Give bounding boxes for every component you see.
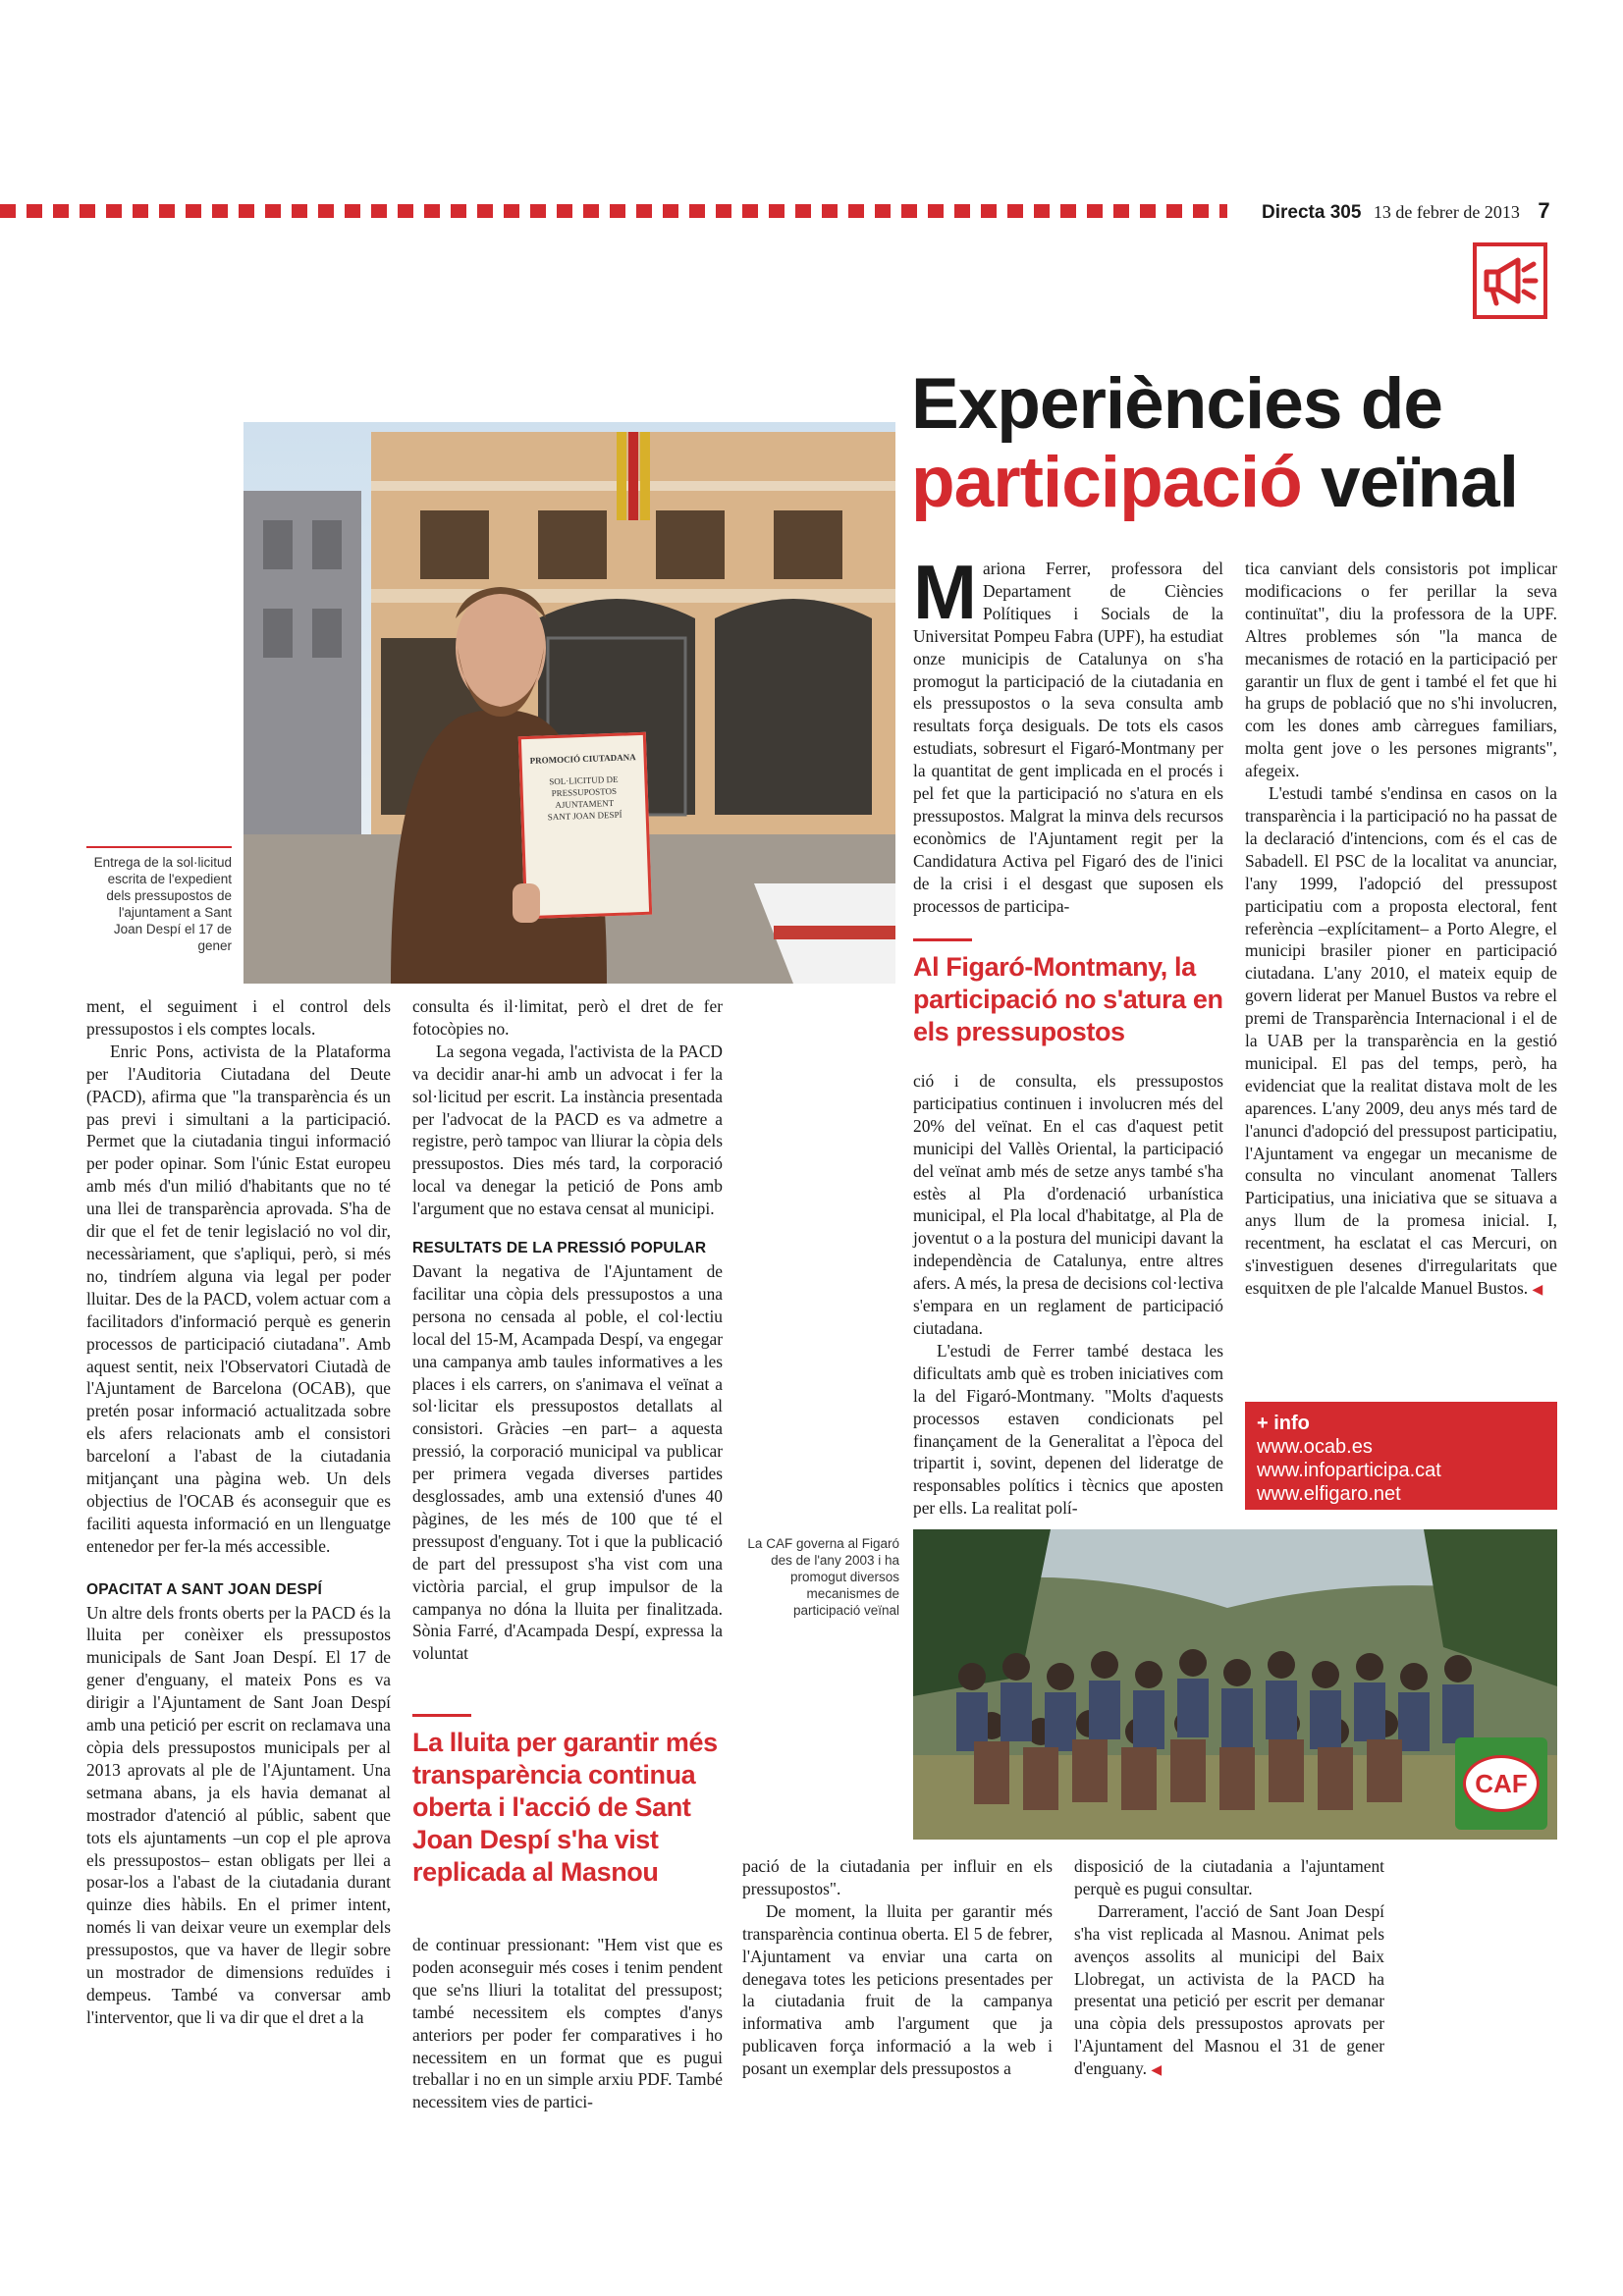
caption-rule — [86, 846, 232, 848]
pull-rule — [412, 1714, 471, 1717]
col2-subhead: RESULTATS DE LA PRESSIÓ POPULAR — [412, 1240, 707, 1257]
petition-line2: SOL·LICITUD DE — [549, 774, 619, 787]
petition-line5: SANT JOAN DESPÍ — [547, 809, 622, 823]
photo2-caption-text: La CAF governa al Figaró des de l'any 2003 i ha promogut diversos mecanismes de participació veïnal — [747, 1536, 899, 1618]
col1-p1: ment, el seguiment i el control dels pressupostos i els comptes locals. — [86, 996, 391, 1039]
headline-red-word: participació — [911, 443, 1302, 522]
col5-p1: pació de la ciutadania per influir en els pressupostos". — [742, 1856, 1053, 1898]
photo1-caption-text: Entrega de la sol·licitud escrita de l'expedient dels pressupostos de l'ajuntament a Sant Joan Despí el 17 de gener — [93, 855, 232, 953]
petition-line4: AJUNTAMENT — [555, 797, 615, 811]
issue-date: 13 de febrer de 2013 — [1373, 202, 1520, 222]
col2-p2: La segona vegada, l'activista de la PACD va decidir anar-hi amb un advocat i fer la sol·licitud per escrit. La instància presentada per l'advocat de la PACD es va admetre a registre, però tampoc van lliurar la còpia dels pressupostos. Dies més tard, la corporació local va denegar la petició de Pons amb l'argument que no estava censat al municipi. — [412, 1041, 723, 1219]
col6-p2-text: Darrerament, l'acció de Sant Joan Despí s'ha vist replicada al Masnou. Animat pels avenços assolits al municipi del Baix Llobregat, un activista de la PACD ha presentat una petició per escrit per demanar una còpia dels pressupostos aprovats per l'Ajuntament del Masnou el 31 de gener d'enguany. — [1074, 1900, 1384, 2079]
col4-p2 — [1245, 782, 1557, 1301]
col4-p1: tica canviant dels consistoris pot implicar modificacions o fer perillar la seva continuïtat", diu la professora de la UPF. Altres problemes són "la manca de mecanismes de rotació en la participació per garantir un flux de gent i també el fet que hi ha grups de població que no s'hi involucren, com les dones amb càrregues familiars, molta gent jove o les persones migrants", afegeix. — [1245, 559, 1557, 781]
col1-p3: Un altre dels fronts oberts per la PACD és la lluita per conèixer els pressupostos municipals de Sant Joan Despí. El 17 de gener d'enguany, el mateix Pons es va dirigir a l'Ajuntament de Sant Joan Despí amb una petició per escrit on reclamava una còpia dels pressupostos municipals per al 2013 aprovats al ple de l'Ajuntament. Una setmana abans, ja els havia demanat al mostrador d'atenció al públic, sabent que tots els ajuntaments –un cop el ple aprova els pressupostos– estan obligats per llei a posar-los a l'abast de la ciutadania durant quinze dies hàbils. En el primer intent, només li van deixar veure un exemplar dels pressupostos, que va haver de llegir sobre un mostrador de dimensions reduïdes i dempeus. També va conversar amb l'interventor, que li va dir que el dret a la — [86, 1602, 391, 2027]
pull-quote-masnou — [412, 1714, 723, 1889]
caf-logo-badge — [1463, 1755, 1540, 1812]
column-5 — [742, 1855, 1053, 2080]
column-4 — [1245, 558, 1557, 1301]
hand — [513, 883, 540, 923]
column-3-continued — [913, 1070, 1223, 1520]
photo-sant-joan-despi — [243, 422, 895, 984]
column-2-continued — [412, 1934, 723, 2113]
col2-p1: consulta és il·limitat, però el dret de fer fotocòpies no. — [412, 996, 723, 1039]
petition-line1: PROMOCIÓ CIUTADANA — [529, 752, 636, 766]
col3-p3: L'estudi de Ferrer també destaca les dificultats amb què es troben iniciatives com la del Figaró-Montmany. "Molts d'aquests processos estaven condicionats pel finançament de la Generalitat a l'època del tripartit i, sovint, depenen del lideratge de responsables polítics i tècnics que aposten per ells. La realitat polí- — [913, 1340, 1223, 1519]
headline-black-word: veïnal — [1321, 443, 1518, 522]
col2-p4: de continuar pressionant: "Hem vist que es poden aconseguir més coses i tenim pendent que se'ns lliuri la totalitat del pressupost; també necessitem els comptes d'anys anteriors per poder fer comparatives i ho necessitem en un format que es pugui treballar i no en un simple arxiu PDF. També necessitem vies de partici- — [412, 1935, 723, 2112]
photo-caf-group — [913, 1529, 1557, 1840]
section-badge — [1473, 242, 1547, 319]
page-number: 7 — [1538, 198, 1550, 223]
caf-logo-text: CAF — [1475, 1769, 1528, 1798]
photo1-caption — [86, 846, 232, 954]
column-3 — [913, 549, 1223, 918]
col2-p3: Davant la negativa de l'Ajuntament de facilitar una còpia dels pressupostos a una persona no censada al poble, el col·lectiu local del 15-M, Acampada Despí, va engegar una campanya amb taules informatives a les places i els carrers, on s'animava el veïnat a sol·licitar els pressupostos detallats al consistori. Gràcies –en part– a aquesta pressió, la corporació municipal va publicar per primera vegada diverses partides desglossades, amb una extensió d'unes 40 pàgines, de les més de 100 que té el pressupost d'enguany. Tot i que la publicació de part del pressupost s'ha vist com una victòria parcial, el grup impulsor de la campanya no dóna la lluita per finalitzada. Sònia Farré, d'Acampada Despí, expressa la voluntat — [412, 1260, 723, 1664]
publication-name: Directa 305 — [1262, 202, 1362, 223]
column-2 — [412, 995, 723, 1665]
info-title: + info — [1257, 1413, 1310, 1434]
info-link-elfigaro[interactable]: www.elfigaro.net — [1257, 1483, 1401, 1505]
column-6 — [1074, 1855, 1384, 2081]
col4-p2-text: L'estudi també s'endinsa en casos on la transparència i la participació no ha passat de la declaració d'intencions, com és el cas de Sabadell. El PSC de la localitat va anunciar, l'any 1999, l'adopció del pressupost participatiu com a proposta electoral, fent referència –explícitament– a Porto Alegre, el municipi brasiler pioner en participació ciutadana. L'any 2010, el mateix equip de govern liderat per Manuel Bustos va rebre el premi de Transparència Internacional i el de la UAB per la transparència en la gestió municipal. El pas del temps, però, ha evidenciat que la realitat distava molt de les aparences. L'any 2009, deu anys més tard de l'anunci d'adopció del pressupost participatiu, l'Ajuntament va engegar un mecanisme de consulta no vinculant anomenat Tallers Participatius, una iniciativa que se situava a anys llum de la promesa inicial. I, recentment, ha esclatat el cas Mercuri, on s'investiguen desenes d'irregularitats que esquitxen de ple l'alcalde Manuel Bustos. — [1245, 783, 1557, 1298]
col3-p1-text: ariona Ferrer, professora del Departament de Ciències Polítiques i Socials de la Universitat Pompeu Fabra (UPF), ha estudiat onze municipis de Catalunya on s'ha promogut la participació de la ciutadania en els pressupostos o la seva consulta amb resultats força desiguals. De tots els casos estudiats, sobresurt el Figaró-Montmany per la quantitat de gent implicada en el procés i pel fet que la participació no s'atura en els pressupostos. Malgrat la minva dels recursos econòmics de l'Ajuntament regit per la Candidatura Activa pel Figaró des de l'inici de la crisi i el desgast que suposen els processos de participa- — [913, 559, 1223, 916]
header-dash-rule — [0, 204, 1227, 218]
headline — [911, 365, 1598, 522]
col6-p2 — [1074, 1900, 1384, 2081]
info-link-ocab[interactable]: www.ocab.es — [1257, 1436, 1373, 1458]
dropcap: M — [913, 549, 977, 635]
col5-p2: De moment, la lluita per garantir més transparència continua oberta. El 5 de febrer, l'Ajuntament va enviar una carta on denegava totes les peticions presentades per la ciutadania fruit de la campanya informativa amb l'argument que ja publicaven força informació a la web i posant un exemplar dels pressupostos a — [742, 1900, 1053, 2079]
col6-p1: disposició de la ciutadania a l'ajuntament perquè es pugui consultar. — [1074, 1856, 1384, 1898]
info-link-infoparticipa[interactable]: www.infoparticipa.cat — [1257, 1460, 1441, 1481]
col3-p1 — [913, 549, 1223, 918]
photo2-caption — [742, 1535, 899, 1619]
col1-subhead: OPACITAT A SANT JOAN DESPÍ — [86, 1580, 323, 1598]
info-box — [1245, 1402, 1557, 1510]
caf-logo — [1455, 1737, 1547, 1830]
folio — [1262, 198, 1556, 224]
headline-line1: Experiències de — [911, 364, 1442, 444]
col3-p2: ció i de consulta, els pressupostos participatius continuen i involucren més del 20% del veïnat. En el cas d'aquest petit municipi del Vallès Oriental, la participació del veïnat amb més de setze anys també s'ha estès al Pla d'ordenació urbanística municipal, el Pla local d'habitatge, al Pla de joventut o a la postura del municipi davant la independència de Catalunya, entre altres afers. A més, la presa de decisions col·lectiva s'empara en un reglament de participació ciutadana. — [913, 1071, 1223, 1338]
petition-line3: PRESSUPOSTOS — [551, 785, 618, 799]
headline-line2 — [911, 444, 1598, 522]
megaphone-icon — [1477, 246, 1543, 315]
col1-p2: Enric Pons, activista de la Plataforma per l'Auditoria Ciutadana del Deute (PACD), afirma que "la transparència és un pas previ i simultani a la participació. Permet que la ciutadania tingui informació per poder opinar. Som l'únic Estat europeu amb més d'un milió d'habitants que no té una llei de transparència aprovada. S'ha de dir que el fet de tenir legislació no vol dir, necessàriament, que s'apliqui, però, si més no, tindríem alguna via legal per poder lluitar. Des de la PACD, volem actuar com a facilitadors d'informació perquè es generin processos de participació ciutadana". Amb aquest sentit, neix l'Observatori Ciutadà de l'Ajuntament de Barcelona (OCAB), que pretén posar informació actualitzada sobre els afers relacionats amb el consistori barceloní a l'abast de la ciutadania mitjançant una pàgina web. Un dels objectius de l'OCAB és aconseguir que es faciliti aquesta informació en un llenguatge entenedor per fer-la més accessible. — [86, 1041, 391, 1556]
pull-quote-figaro — [913, 938, 1223, 1048]
end-mark: ◀ — [1532, 1281, 1543, 1297]
pull-rule-2 — [913, 938, 972, 941]
pull-quote-figaro-text: Al Figaró-Montmany, la participació no s'atura en els pressupostos — [913, 952, 1223, 1046]
column-1 — [86, 995, 391, 2029]
pull-quote-masnou-text: La lluita per garantir més transparència continua oberta i l'acció de Sant Joan Despí s'ha vist replicada al Masnou — [412, 1728, 718, 1887]
end-mark-2: ◀ — [1151, 2061, 1163, 2078]
